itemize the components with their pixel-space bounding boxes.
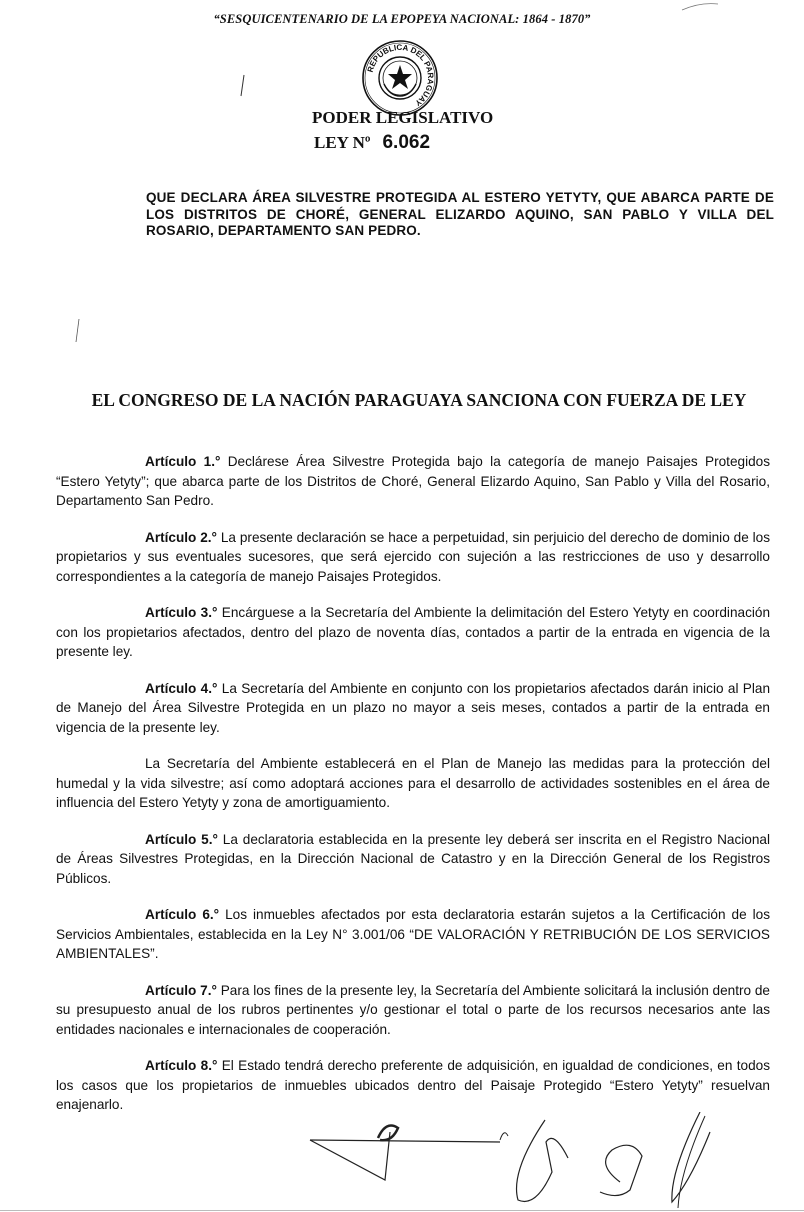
law-body (56, 452, 770, 1132)
seal-text: REPUBLICA DEL PARAGUAY (365, 42, 436, 108)
article-text: La presente declaración se hace a perpetuidad, sin perjuicio del derecho de dominio de los propietarios y sus eventuales sucesores, que será ejercido con sujeción a las restricciones de uso y desarrollo correspondientes a la categoría de manejo Paisajes Protegidos. (56, 529, 770, 584)
article-text: Los inmuebles afectados por esta declaratoria estarán sujetos a la Certificación de los Servicios Ambientales, establecida en la Ley N° 3.001/06 “DE VALORACIÓN Y RETRIBUCIÓN DE LOS SERVICIOS AMBIENTALES”. (56, 907, 771, 961)
article-text: El Estado tendrá derecho preferente de adquisición, en igualdad de condiciones, en todos los casos que los propietarios de inmuebles ubicados dentro del Paisaje Protegido “Estero Yetyty” resuelvan enajenarlo. (56, 1058, 770, 1112)
law-label: LEY Nº (314, 133, 371, 152)
article-1 (56, 452, 770, 511)
article-7 (56, 981, 770, 1040)
page-bottom-edge (0, 1210, 804, 1211)
article-3 (56, 603, 770, 662)
article-text: Encárguese a la Secretaría del Ambiente la delimitación del Estero Yetyty en coordinación con los propietarios afectados, dentro del plazo de noventa días, contados a partir de la entrada en vigencia de la presente ley. (56, 605, 771, 659)
commemorative-motto: “SESQUICENTENARIO DE LA EPOPEYA NACIONAL: 1864 - 1870” (213, 12, 591, 26)
article-4 (56, 679, 770, 738)
law-subject: QUE DECLARA ÁREA SILVESTRE PROTEGIDA AL ESTERO YETYTY, QUE ABARCA PARTE DE LOS DISTRITOS DE CHORÉ, GENERAL ELIZARDO AQUINO, SAN PABLO Y VILLA DEL ROSARIO, DEPARTAMENTO SAN PEDRO. (146, 190, 774, 238)
article-2 (56, 528, 770, 587)
signatures-icon (300, 1112, 800, 1212)
article-text: Para los fines de la presente ley, la Secretaría del Ambiente solicitará la inclusión dentro de su presupuesto anual de los rubros pertinentes y/o gestionar el total o parte de los recursos necesarios ante las entidades nacionales e internacionales de cooperación. (56, 982, 770, 1037)
article-text: La Secretaría del Ambiente en conjunto con los propietarios afectados darán inicio al Plan de Manejo del Área Silvestre Protegida en un plazo no mayor a seis meses, contados a partir de la entrada en vigencia de la presente ley. (56, 680, 770, 735)
article-heading: Artículo 4.° (145, 680, 218, 696)
article-heading: Artículo 2.° (145, 529, 217, 545)
article-6 (56, 905, 770, 964)
scan-mark (74, 318, 82, 344)
enacting-clause: EL CONGRESO DE LA NACIÓN PARAGUAYA SANCIONA CON FUERZA DE LEY (91, 390, 747, 410)
article-heading: Artículo 6.° (145, 907, 220, 922)
scan-mark (238, 74, 248, 98)
article-4-paragraph-2 (56, 754, 770, 813)
article-heading: Artículo 8.° (145, 1058, 218, 1073)
scan-mark (680, 0, 720, 14)
law-number-row (314, 132, 430, 154)
article-heading: Artículo 3.° (145, 605, 218, 620)
article-heading: Artículo 1.° (145, 454, 221, 469)
article-5 (56, 830, 770, 889)
article-text: La Secretaría del Ambiente establecerá en el Plan de Manejo las medidas para la protección del humedal y la vida silvestre; así como adoptará acciones para el desarrollo de actividades sostenibles en el área de influencia del Estero Yetyty y zona de amortiguamiento. (56, 756, 770, 810)
institution-title: PODER LEGISLATIVO (312, 108, 494, 127)
national-seal-icon (360, 38, 440, 118)
article-heading: Artículo 5.° (145, 831, 218, 847)
article-heading: Artículo 7.° (145, 982, 217, 998)
article-8 (56, 1056, 770, 1115)
article-text: La declaratoria establecida en la presente ley deberá ser inscrita en el Registro Nacional de Áreas Silvestres Protegidas, en la Dirección Nacional de Catastro y en la Dirección General de los Registros Públicos. (56, 831, 771, 886)
article-text: Declárese Área Silvestre Protegida bajo la categoría de manejo Paisajes Protegidos “Estero Yetyty”; que abarca parte de los Distritos de Choré, General Elizardo Aquino, San Pablo y Villa del Rosario, Departamento San Pedro. (56, 454, 771, 508)
law-number: 6.062 (382, 132, 431, 153)
